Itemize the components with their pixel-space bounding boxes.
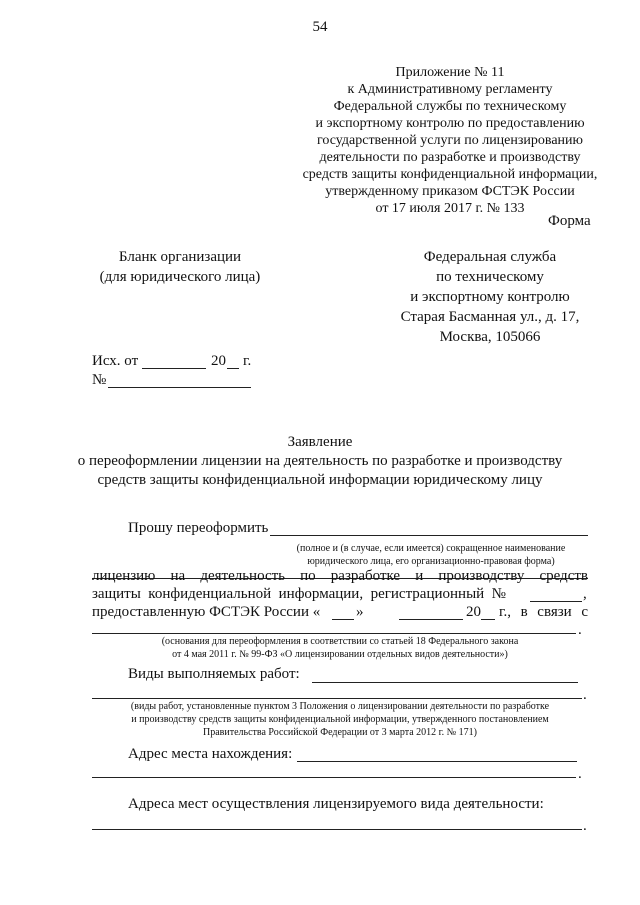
license-line: предоставленную ФСТЭК России «	[92, 604, 321, 620]
request-label: Прошу переоформить	[128, 520, 269, 536]
license-day-field[interactable]	[332, 619, 354, 620]
works-label: Виды выполняемых работ:	[128, 666, 300, 682]
application-subtitle: о переоформлении лицензии на деятельность по разработке и производству	[77, 453, 563, 469]
form-label: Форма	[548, 213, 591, 229]
org-blank-line: Бланк организации	[118, 249, 242, 265]
period: .	[583, 818, 587, 834]
license-line-end: г., в связи с	[499, 604, 588, 620]
appendix-line: Приложение № 11	[395, 65, 505, 80]
period: .	[583, 687, 587, 703]
appendix-line: от 17 июля 2017 г. № 133	[375, 201, 525, 216]
activity-places-field[interactable]	[92, 829, 582, 830]
addressee-line: по техническому	[436, 269, 544, 285]
outgoing-year-suffix: г.	[243, 353, 252, 369]
appendix-line: к Административному регламенту	[347, 82, 553, 97]
works-note-line: и производству средств защиты конфиденциальной информации, утвержденного постановлением	[131, 714, 549, 725]
outgoing-number-field[interactable]	[108, 387, 251, 388]
appendix-line: утвержденному приказом ФСТЭК России	[325, 184, 575, 199]
reason-note	[92, 635, 588, 661]
location-field-continued[interactable]	[92, 777, 576, 778]
addressee-line: Федеральная служба	[423, 249, 557, 265]
org-blank	[80, 247, 280, 287]
outgoing-number-label: №	[92, 372, 107, 388]
appendix-line: и экспортному контролю по предоставлению	[315, 116, 585, 131]
addressee	[380, 247, 600, 307]
request-note-line: юридического лица, его организационно-правовая форма)	[307, 556, 555, 567]
address-line: Москва, 105066	[439, 329, 541, 345]
organization-name-field[interactable]	[270, 535, 588, 536]
activity-places-label: Адреса мест осуществления лицензируемого вида деятельности:	[128, 796, 544, 812]
page-number: 54	[312, 19, 328, 35]
address	[380, 307, 600, 347]
reason-note-line: (основания для переоформления в соответствии со статьей 18 Федерального закона	[161, 636, 519, 647]
appendix-line: государственной услуги по лицензированию	[317, 133, 583, 148]
outgoing-date-field[interactable]	[142, 368, 206, 369]
works-field[interactable]	[312, 682, 578, 683]
works-note-line: (виды работ, установленные пунктом 3 Положения о лицензировании деятельности по разработке	[130, 701, 550, 712]
org-blank-line: (для юридического лица)	[99, 269, 261, 285]
license-line: защиты конфиденциальной информации, регистрационный №	[92, 586, 506, 602]
license-month-field[interactable]	[399, 619, 463, 620]
request-note-line: (полное и (в случае, если имеется) сокращенное наименование	[296, 543, 566, 554]
works-note-line: Правительства Российской Федерации от 3 марта 2012 г. № 171)	[202, 727, 478, 738]
license-year-field[interactable]	[481, 619, 495, 620]
license-year: 20	[466, 604, 481, 620]
location-field[interactable]	[297, 761, 577, 762]
appendix-line: деятельности по разработке и производству	[319, 150, 581, 165]
works-field-continued[interactable]	[92, 698, 582, 699]
appendix-line: Федеральной службы по техническому	[333, 99, 567, 114]
address-line: Старая Басманная ул., д. 17,	[400, 309, 580, 325]
application-subtitle: средств защиты конфиденциальной информации юридическому лицу	[97, 472, 543, 488]
works-note	[92, 700, 588, 739]
reason-field[interactable]	[92, 633, 576, 634]
addressee-line: и экспортному контролю	[410, 289, 570, 305]
period: .	[578, 766, 582, 782]
outgoing-year: 20	[211, 353, 226, 369]
outgoing-date-label: Исх. от	[92, 353, 139, 369]
location-label: Адрес места нахождения:	[128, 746, 293, 762]
comma: ,	[583, 586, 587, 602]
application-title: Заявление	[287, 434, 353, 450]
request-note	[276, 542, 586, 568]
license-line: лицензию на деятельность по разработке и производству средств	[92, 568, 588, 584]
registration-number-field[interactable]	[530, 601, 582, 602]
period: .	[578, 622, 582, 638]
license-quote-close: »	[356, 604, 364, 620]
reason-note-line: от 4 мая 2011 г. № 99-ФЗ «О лицензировании отдельных видов деятельности»)	[172, 649, 508, 660]
outgoing-year-field[interactable]	[227, 368, 239, 369]
appendix-line: средств защиты конфиденциальной информации,	[302, 167, 598, 182]
appendix-block	[300, 64, 600, 217]
